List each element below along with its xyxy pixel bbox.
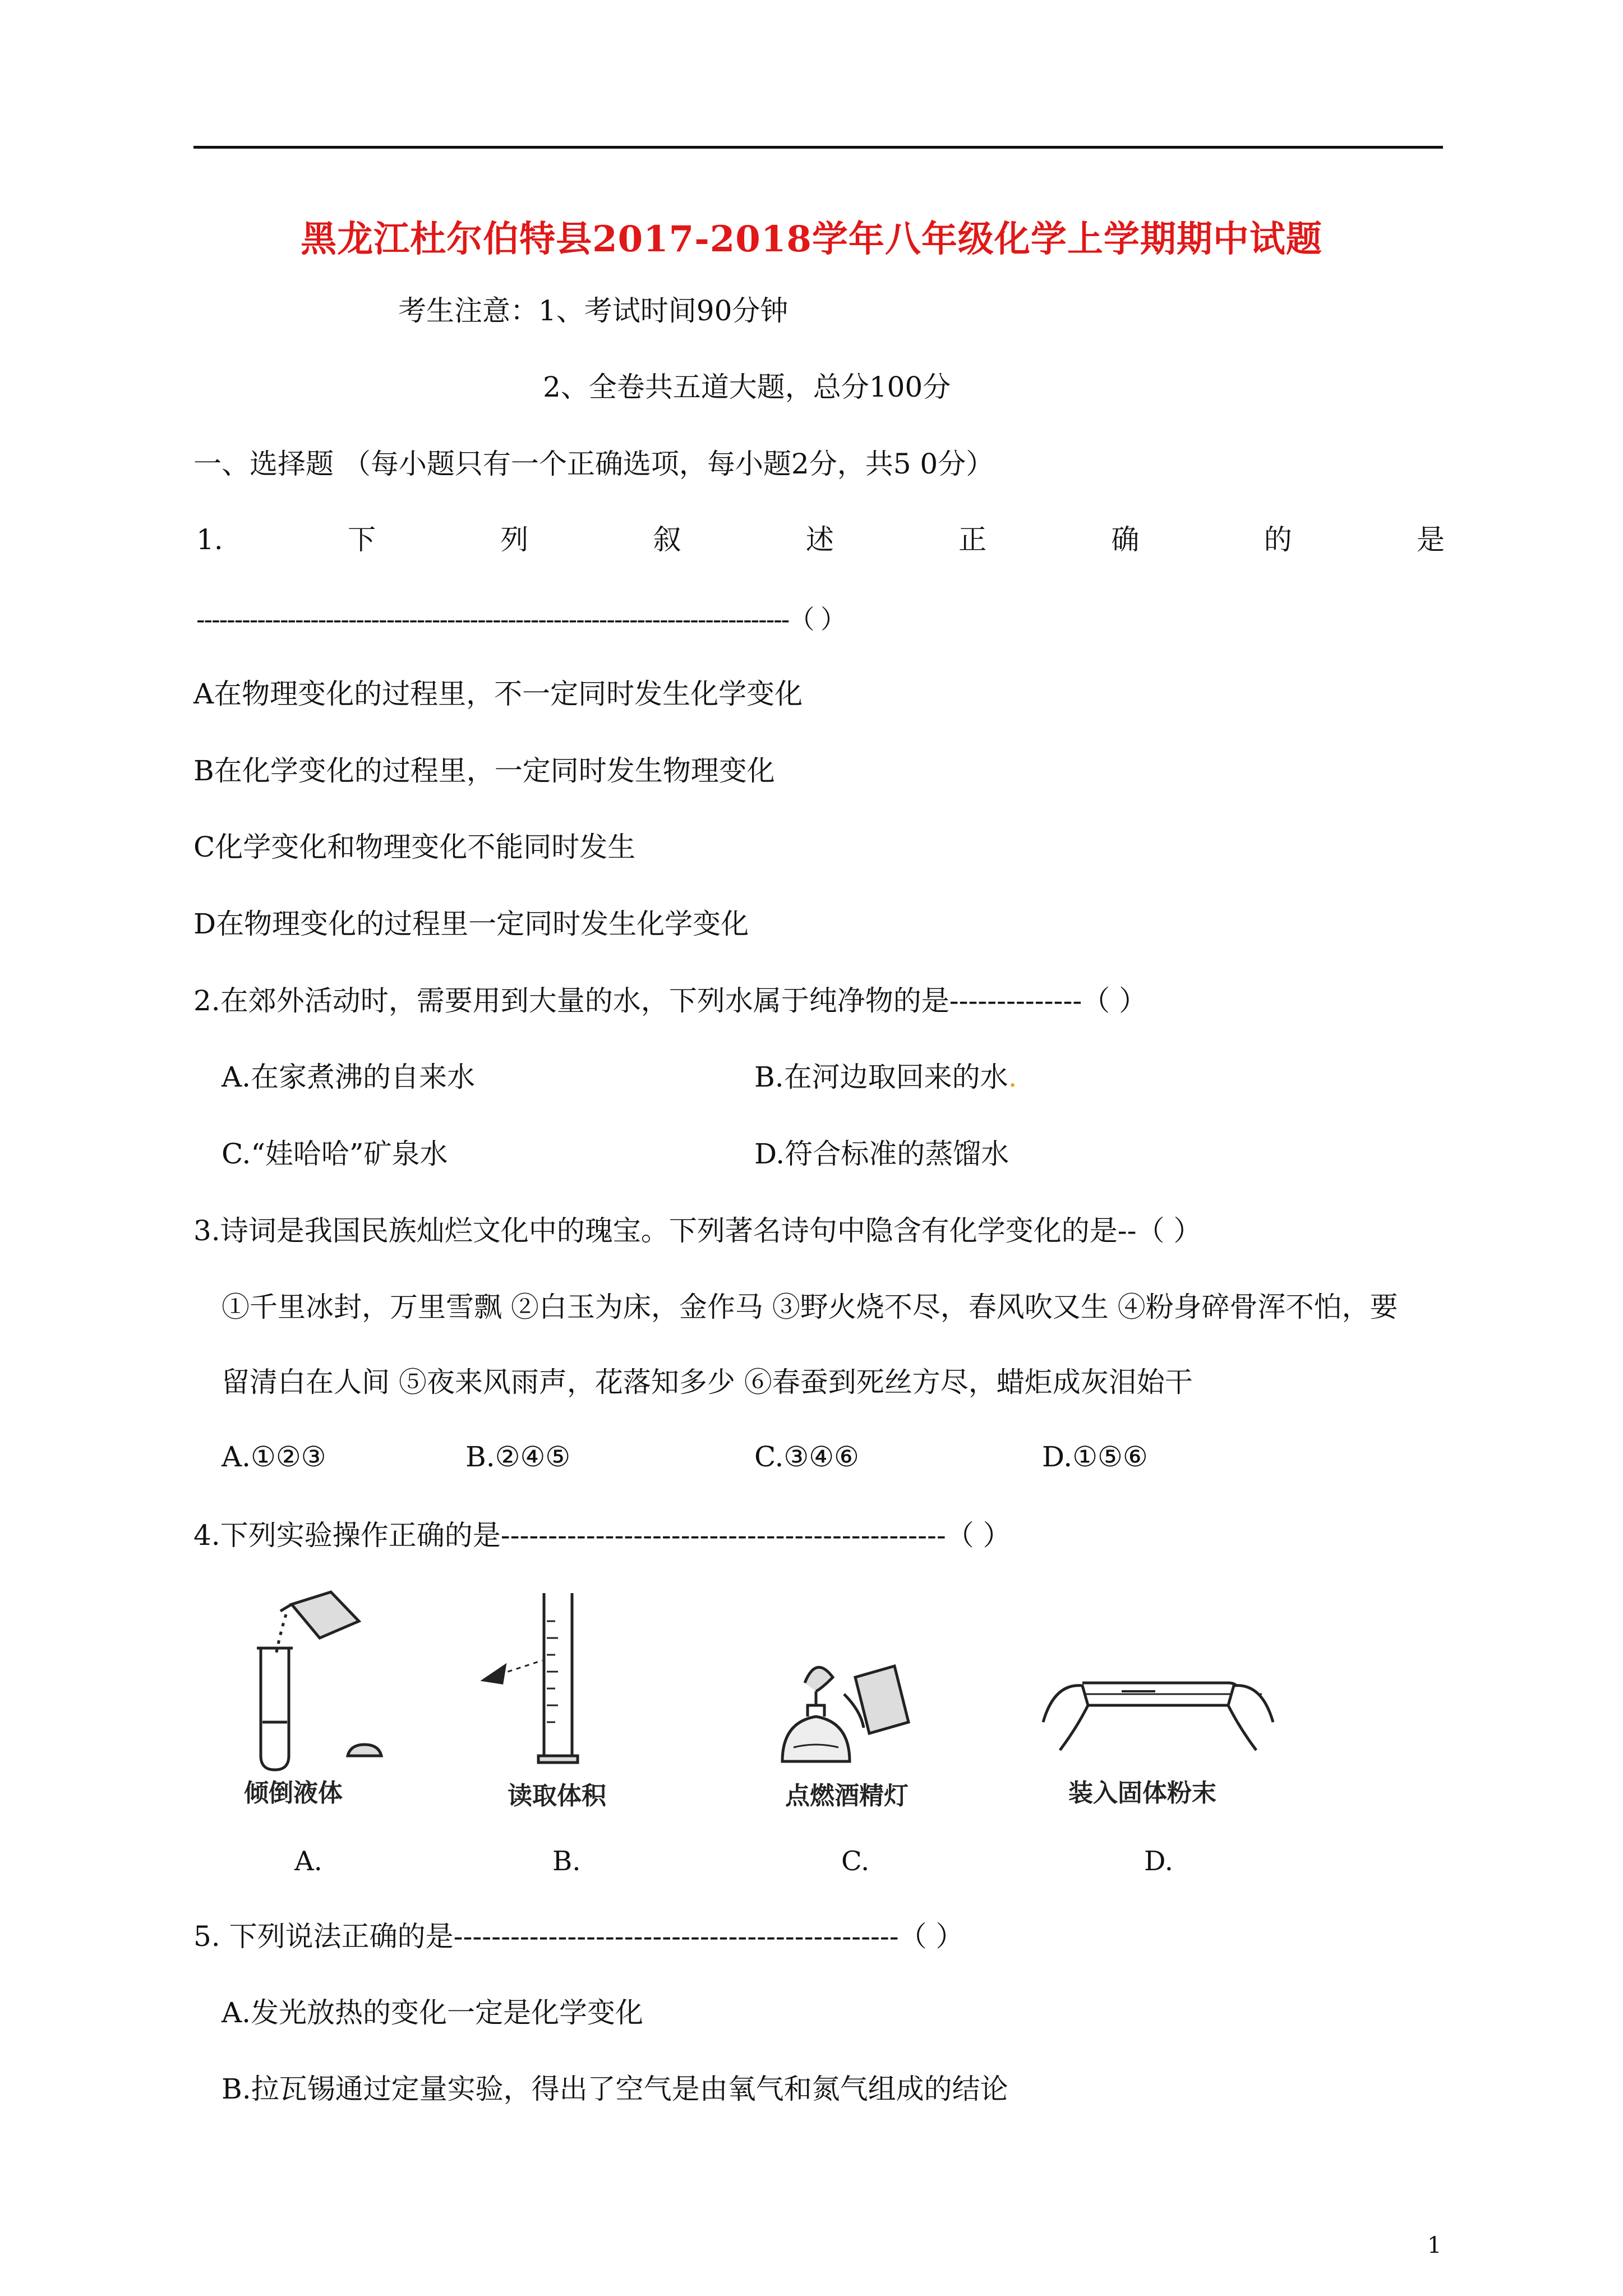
q1-option-a: A在物理变化的过程里，不一定同时发生化学变化 <box>193 678 803 710</box>
section-1-heading: 一、选择题 （每小题只有一个正确选项，每小题2分，共5 0分） <box>193 448 994 480</box>
q3-poem-line-1: ①千里冰封，万里雪飘 ②白玉为床，金作马 ③野火烧不尽，春风吹又生 ④粉身碎骨浑不怕，要 <box>222 1291 1398 1323</box>
figure-caption: 读取体积 <box>508 1782 606 1810</box>
figure-letter-d: D. <box>1144 1846 1174 1877</box>
figure-loading-powder <box>1038 1660 1279 1761</box>
q1-stem-char: 叙 <box>653 523 681 556</box>
q3-poem-line-2: 留清白在人间 ⑤夜来风雨声，花落知多少 ⑥春蚕到死丝方尽，蜡炬成灰泪始干 <box>222 1366 1193 1398</box>
figure-caption: 装入固体粉末 <box>1068 1779 1216 1807</box>
q3-option-c: C.③④⑥ <box>754 1441 859 1473</box>
q3-option-a: A.①②③ <box>222 1441 326 1473</box>
q3-option-b: B.②④⑤ <box>465 1441 571 1473</box>
q3-stem: 3.诗词是我国民族灿烂文化中的瑰宝。下列著名诗句中隐含有化学变化的是--（ ） <box>193 1214 1202 1247</box>
figure-letter-c: C. <box>841 1846 870 1877</box>
notice-line-1: 考生注意：1、考试时间90分钟 <box>398 295 789 327</box>
q5-option-b: B.拉瓦锡通过定量实验，得出了空气是由氧气和氮气组成的结论 <box>222 2073 1008 2105</box>
figure-letter-a: A. <box>294 1846 322 1877</box>
figure-reading-volume <box>479 1588 603 1773</box>
q2-option-b-text: B.在河边取回来的水 <box>754 1061 1008 1093</box>
q1-answer-line: ------------------------------------------------------------------------------（ ） <box>196 604 845 634</box>
figure-caption: 倾倒液体 <box>244 1779 343 1807</box>
q2-option-b <box>754 1059 1017 1095</box>
q2-option-a: A.在家煮沸的自来水 <box>222 1061 476 1093</box>
figure-lighting-lamp <box>771 1644 923 1778</box>
q1-stem-char: 述 <box>805 523 834 556</box>
figure-caption: 点燃酒精灯 <box>785 1782 909 1810</box>
q1-option-c: C化学变化和物理变化不能同时发生 <box>193 831 636 863</box>
q1-option-b: B在化学变化的过程里，一定同时发生物理变化 <box>193 754 775 787</box>
notice-line-2: 2、全卷共五道大题，总分100分 <box>543 371 951 403</box>
q5-stem: 5. 下列说法正确的是-----------------------------------------------（ ） <box>193 1920 964 1953</box>
q1-stem-char: 的 <box>1264 523 1292 556</box>
q1-stem <box>196 522 1445 558</box>
figure-letter-b: B. <box>552 1846 581 1877</box>
q1-stem-char: 是 <box>1416 523 1445 556</box>
q2-option-c: C.“娃哈哈”矿泉水 <box>222 1138 448 1170</box>
stray-mark: . <box>1008 1061 1017 1093</box>
q2-stem: 2.在郊外活动时，需要用到大量的水，下列水属于纯净物的是--------------（ ） <box>193 984 1147 1017</box>
q1-option-d: D在物理变化的过程里一定同时发生化学变化 <box>193 908 749 940</box>
q2-option-d: D.符合标准的蒸馏水 <box>754 1138 1009 1170</box>
q1-stem-char: 1. <box>196 523 223 556</box>
header-rule <box>193 146 1443 149</box>
page-number: 1 <box>1427 2233 1442 2258</box>
q5-option-a: A.发光放热的变化一定是化学变化 <box>222 1996 644 2029</box>
figure-pouring-liquid <box>247 1588 415 1773</box>
q1-stem-char: 正 <box>958 523 987 556</box>
q1-stem-char: 下 <box>348 523 376 556</box>
exam-title: 黑龙江杜尔伯特县2017-2018学年八年级化学上学期期中试题 <box>301 218 1322 260</box>
q3-option-d: D.①⑤⑥ <box>1042 1441 1148 1473</box>
q4-stem: 4.下列实验操作正确的是-----------------------------------------------（ ） <box>193 1519 1011 1552</box>
q1-stem-char: 列 <box>500 523 529 556</box>
q1-stem-char: 确 <box>1111 523 1140 556</box>
